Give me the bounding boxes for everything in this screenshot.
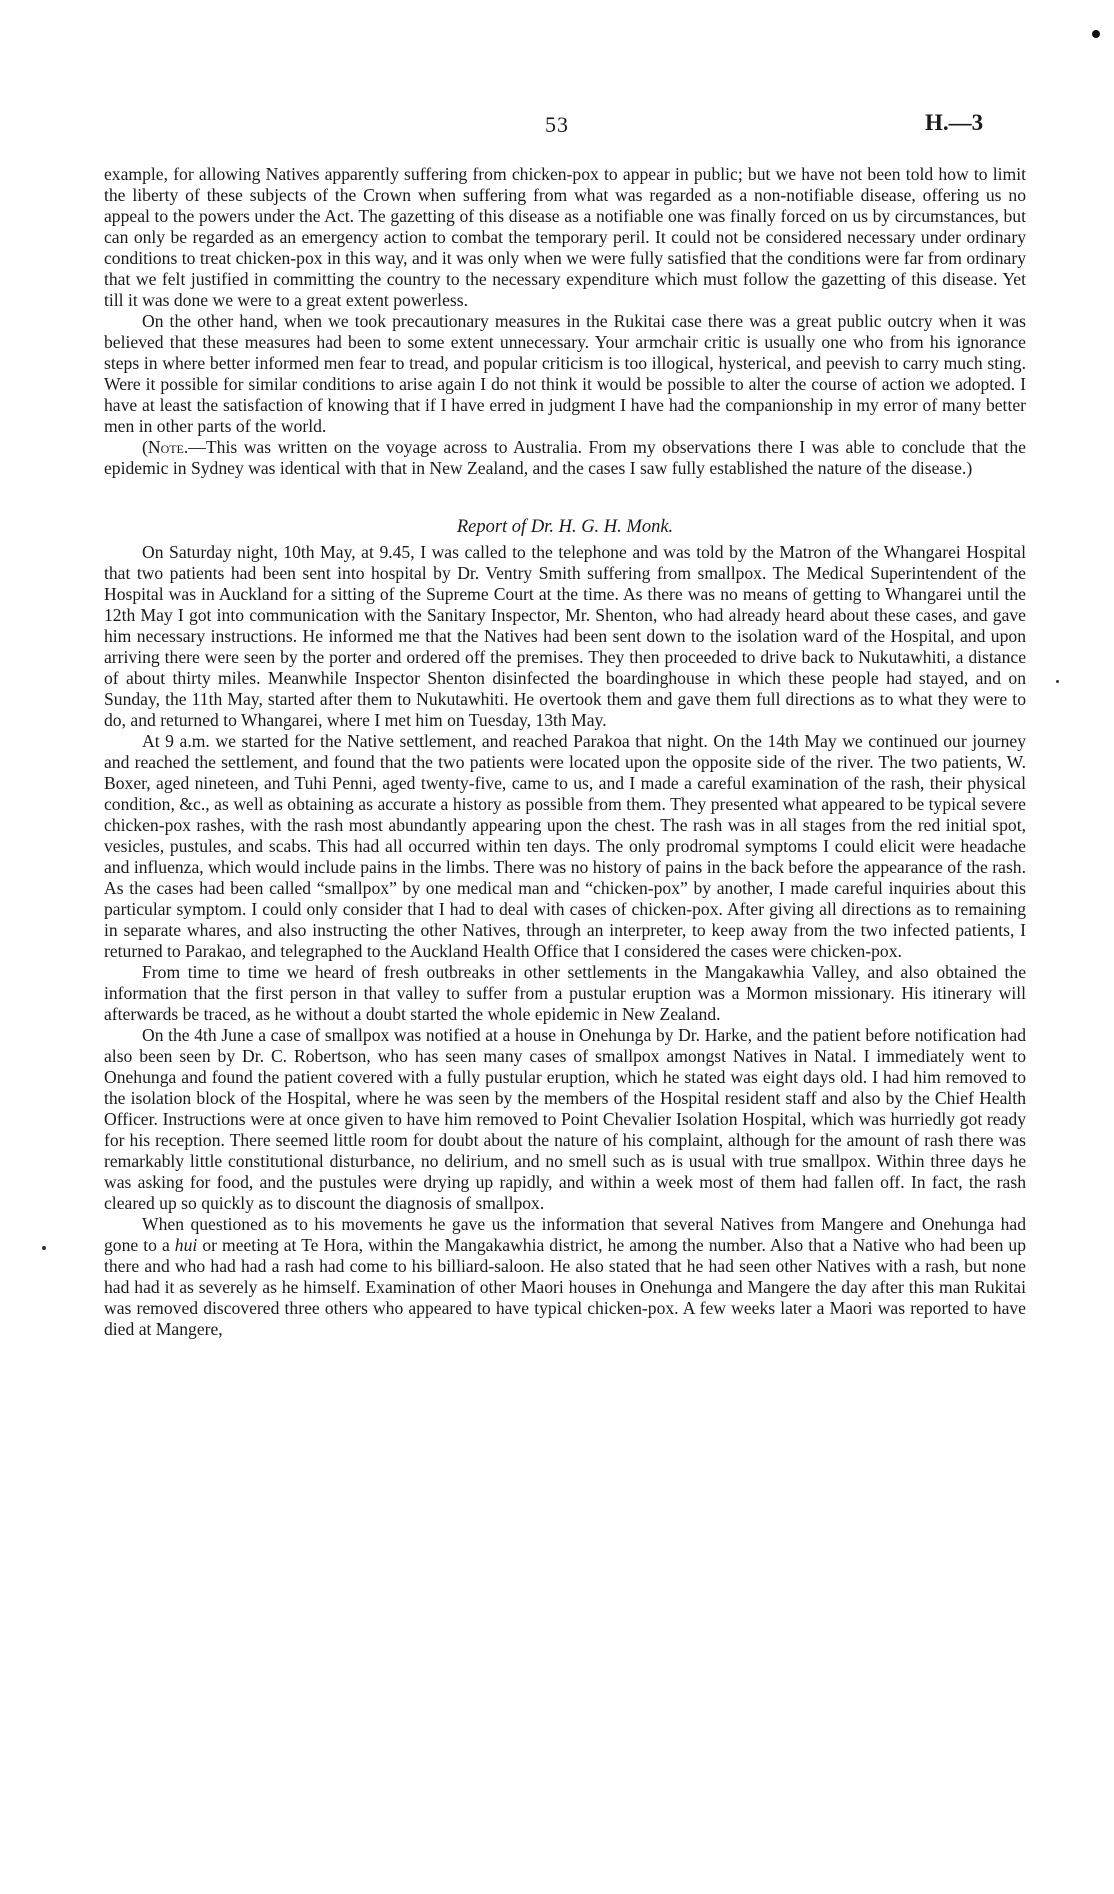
paragraph: At 9 a.m. we started for the Native settlement, and reached Parakoa that night. On the 14th May we continued our journey and reached the settlement, and found that the two patients were located upon the opposite side of the river. The two patients, W. Boxer, aged nineteen, and Tuhi Penni, aged twenty-five, came to us, and I made a careful examination of the rash, their physical condition, &c., as well as obtaining as accurate a history as possible from them. They presented what appeared to be typical severe chicken-pox rashes, with the rash most abundantly appearing upon the chest. The rash was in all stages from the red initial spot, vesicles, pustules, and scabs. This had all occurred within ten days. The only prodromal symptoms I could elicit were headache and influenza, which would include pains in the limbs. There was no history of pains in the back before the appearance of the rash. As the cases had been called “smallpox” by one medical man and “chicken-pox” by another, I made careful inquiries about this particular symptom. I could only consider that I had to deal with cases of chicken-pox. After giving all directions as to remaining in separate whares, and also instructing the other Natives, through an interpreter, to keep away from the two infected patients, I returned to Parakao, and telegraphed to the Auckland Health Office that I considered the cases were chicken-pox. <box>104 731 1026 961</box>
corner-mark <box>1092 30 1100 38</box>
page-number: 53 <box>545 112 569 137</box>
paragraph: On Saturday night, 10th May, at 9.45, I was called to the telephone and was told by the Matron of the Whangarei Hospital that two patients had been sent into hospital by Dr. Ventry Smith suffering from smallpox. The Medical Superintendent of the Hospital was in Auckland for a sitting of the Supreme Court at the time. As there was no means of getting to Whangarei until the 12th May I got into communication with the Sanitary Inspector, Mr. Shenton, who had already heard about these cases, and gave him necessary instructions. He informed me that the Natives had been sent down to the isolation ward of the Hospital, and upon arriving there were seen by the porter and ordered off the premises. They then proceeded to drive back to Nukutawhiti, a distance of about thirty miles. Meanwhile Inspector Shenton disinfected the boardinghouse in which these people had stayed, and on Sunday, the 11th May, started after them to Nukutawhiti. He overtook them and gave them full directions as to what they were to do, and returned to Whangarei, where I met him on Tuesday, 13th May. <box>104 542 1026 730</box>
note-text: .—This was written on the voyage across to Australia. From my observations there I was able to conclude that the epidemic in Sydney was identical with that in New Zealand, and the cases I saw fully established the nature of the disease.) <box>104 437 1026 478</box>
section-heading: Report of Dr. H. G. H. Monk. <box>456 517 674 537</box>
paragraph: example, for allowing Natives apparently suffering from chicken-pox to appear in public; but we have not been told how to limit the liberty of these subjects of the Crown when suffering from what was regarded as a non-notifiable disease, offering us no appeal to the powers under the Act. The gazetting of this disease as a notifiable one was finally forced on us by circumstances, but can only be regarded as an emergency action to combat the temporary peril. It could not be considered necessary under ordinary conditions to treat chicken-pox in this way, and it was only when we were fully satisfied that the conditions were far from ordinary that we felt justified in committing the country to the necessary expenditure which must follow the gazetting of this disease. Yet till it was done we were to a great extent powerless. <box>104 164 1026 310</box>
margin-mark <box>1056 680 1059 683</box>
text-run: or meeting at Te Hora, within the Mangakawhia district, he among the number. Also that a Native who had been up there and who had had a rash had come to his billiard-saloon. He also stated that he had seen other Natives with a rash, but none had had it as severely as he himself. Examination of other Maori houses in Onehunga and Mangere the day after this man Rukitai was removed discovered three others who appeared to have typical chicken-pox. A few weeks later a Maori was reported to have died at Mangere, <box>104 1235 1026 1339</box>
paragraph: On the 4th June a case of smallpox was notified at a house in Onehunga by Dr. Harke, and the patient before notification had also been seen by Dr. C. Robertson, who has seen many cases of smallpox amongst Natives in Natal. I immediately went to Onehunga and found the patient covered with a fully pustular eruption, which he stated was eight days old. I had him removed to the isolation block of the Hospital, where he was seen by the members of the Hospital resident staff and also by the Chief Health Officer. Instructions were at once given to have him removed to Point Chevalier Isolation Hospital, which was hurriedly got ready for his reception. There seemed little room for doubt about the nature of his complaint, although for the amount of rash there was remarkably little constitutional disturbance, no delirium, and no smell such as is usual with true smallpox. Within three days he was asking for food, and the pustules were drying up rapidly, and within a week most of them had fallen off. In fact, the rash cleared up so quickly as to discount the diagnosis of smallpox. <box>104 1025 1026 1213</box>
document-reference: H.—3 <box>925 110 984 135</box>
italic-term: hui <box>174 1235 198 1255</box>
paragraph <box>104 1214 1026 1340</box>
paragraph: On the other hand, when we took precautionary measures in the Rukitai case there was a great public outcry when it was believed that these measures had been to some extent unnecessary. Your armchair critic is usually one who from his ignorance steps in where better informed men fear to tread, and popular criticism is too illogical, hysterical, and peevish to carry much sting. Were it possible for similar conditions to arise again I do not think it would be possible to alter the course of action we adopted. I have at least the satisfaction of knowing that if I have erred in judgment I have had the companionship in my error of many better men in other parts of the world. <box>104 311 1026 436</box>
body-text <box>104 164 1026 1340</box>
note-label: Note <box>147 437 184 457</box>
paragraph: From time to time we heard of fresh outbreaks in other settlements in the Mangakawhia Valley, and also obtained the information that the first person in that valley to suffer from a pustular eruption was a Mormon missionary. His itinerary will afterwards be traced, as he without a doubt started the whole epidemic in New Zealand. <box>104 962 1026 1024</box>
margin-mark <box>42 1246 46 1250</box>
note-open: ( <box>142 437 148 457</box>
note-paragraph <box>104 437 1026 479</box>
text-run: When questioned as to his movements he gave us the information that several Natives from Mangere and Onehunga had gone to a <box>104 1214 1026 1255</box>
